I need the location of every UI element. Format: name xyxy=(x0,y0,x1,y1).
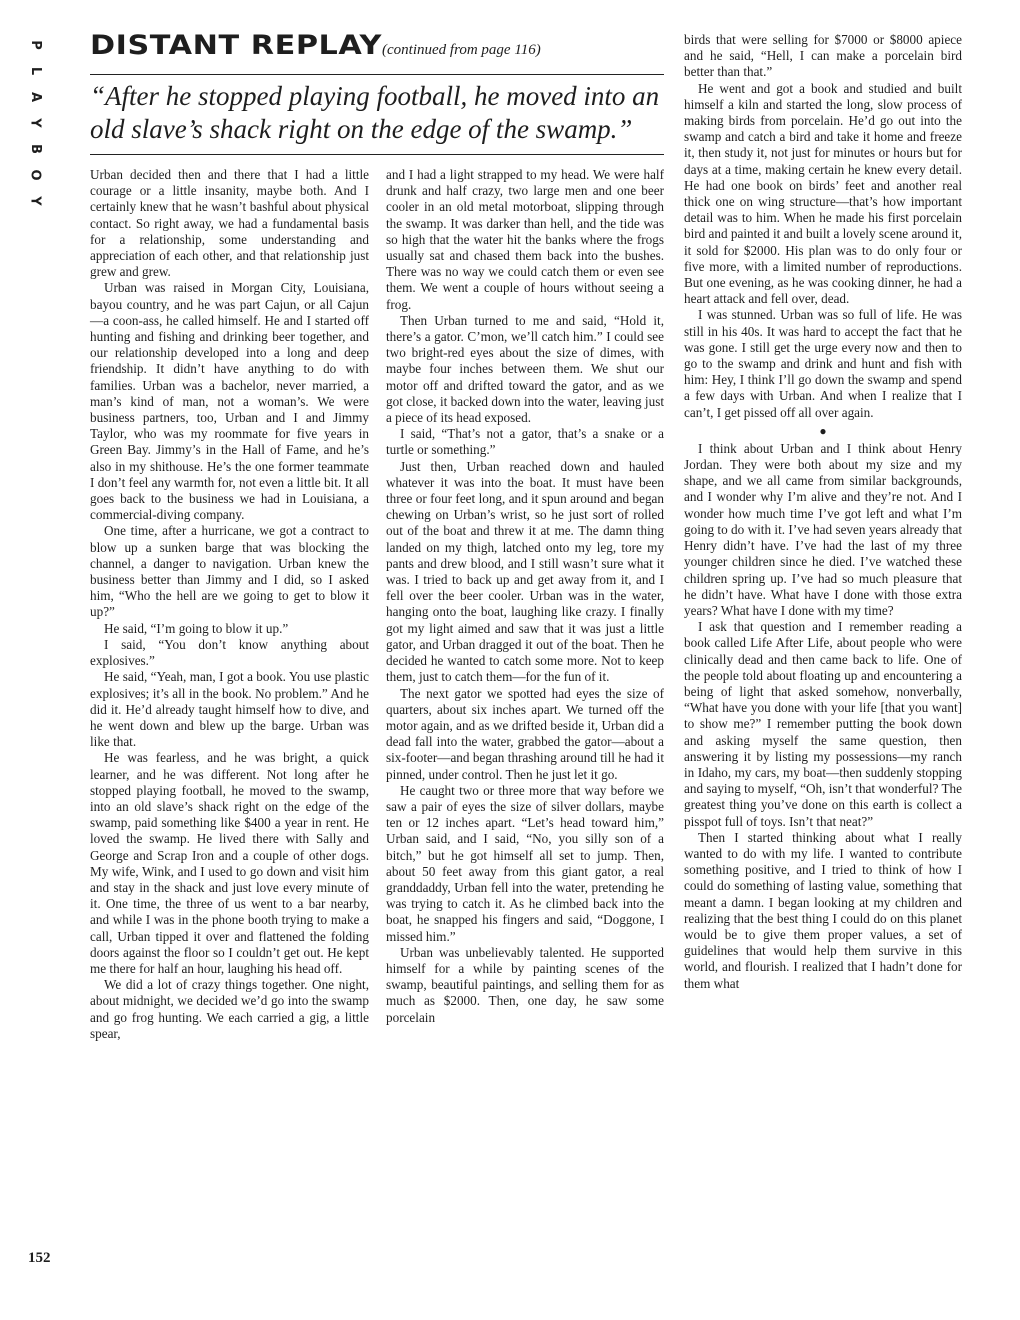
paragraph: Urban was raised in Morgan City, Louisiana, bayou country, and he was part Cajun, or all Cajun—a coon-ass, he called himself. He and I started off hunting and fishing and drinking beer together, and our relationship developed into a long and deep friendship. It didn’t have anything to do with families. Urban was a bachelor, never married, a man’s kind of man, not a woman’s. We were business partners, too, Urban and I and Jimmy Taylor, who was my roommate for five years in Green Bay. Jimmy’s in the Hall of Fame, and he’s also in my shithouse. He’s the one former teammate I don’t feel any warmth for, not even a little bit. It all goes back to the business we had in Louisiana, a commercial-diving company. xyxy=(90,280,370,523)
masthead-letter: P xyxy=(28,40,43,50)
paragraph: Then Urban turned to me and said, “Hold it, there’s a gator. C’mon, we’ll catch him.” I could see two bright-red eyes about the size of dimes, with maybe four inches between them. We shut our motor off and drifted toward the gator, and as we got close, it backed down into the water, leaving just a piece of its head exposed. xyxy=(386,312,664,426)
masthead-letter: B xyxy=(27,144,43,154)
paragraph: He went and got a book and studied and built himself a kiln and started the long, slow process of making birds from porcelain. He’d go out into the swamp and catch a bird and take it home and freeze it, then study it, not just for minutes or hours but for days at a time, making certain he knew every detail. He had one book on birds’ feet and another real thick one on wing structure—that’s how important detail was to him. When he made his first porcelain bird and painted it and built a lovely scene around it, it sold for $2000. His plan was to do only four or five more, with a limited number of reproductions. But one evening, as he was cooking dinner, he had a heart attack and fell over, dead. xyxy=(684,80,962,307)
column-2 xyxy=(386,167,664,1026)
page-number: 152 xyxy=(28,1250,51,1266)
paragraph: and I had a light strapped to my head. We were half drunk and half crazy, two large men and one beer cooler in an old metal motorboat, slipping through the swamp. It was darker than hell, and the tide was so high that the water hit the banks where the frogs usually sat and chased them back into the bushes. There was no way we could catch them or even see them. We went a couple of hours without seeing a frog. xyxy=(386,167,664,312)
masthead-letter: L xyxy=(27,66,43,76)
paragraph: I think about Urban and I think about Henry Jordan. They were both about my size and my shape, and we all came from similar backgrounds, and I wonder why I’m alive and they’re not. And I wonder how much time I’ve got left and what I’m going to do with it. I’ve had seven years already that Henry didn’t have. I’ve had the last of my three younger children since he died. I’ve watched these children spring up. I’ve had so much pleasure that he didn’t have. What have I done with those extra years? What have I done with my time? xyxy=(684,440,962,618)
paragraph: He caught two or three more that way before we saw a pair of eyes the size of silver dollars, maybe ten or 12 inches apart. “Let’s head toward him,” Urban said, and I said, “No, you silly son of a bitch,” but he got himself all set to jump. Then, about 50 feet away from this giant gator, a real granddaddy, Urban fell into the water, pretending he was trying to catch it. As he climbed back into the boat, he snapped his fingers and said, “Doggone, I missed him.” xyxy=(386,782,664,944)
paragraph: He said, “Yeah, man, I got a book. You use plastic explosives; it’s all in the book. No problem.” And he did it. He’d already taught himself how to dive, and he went down and blew up the barge. Urban was like that. xyxy=(90,669,369,750)
paragraph: I was stunned. Urban was so full of life. He was still in his 40s. It was hard to accept the fact that he was gone. I still get the urge every now and then to go to the swamp and drink and hunt and fish with him: Hey, I think I’ll go down the swamp and spend a few days with Urban. And when I realize that I can’t, I get pissed off all over again. xyxy=(684,307,962,420)
paragraph: I said, “You don’t know anything about explosives.” xyxy=(90,636,369,669)
masthead-letter: O xyxy=(28,169,43,181)
masthead-letter: A xyxy=(28,91,43,103)
column-1 xyxy=(90,167,369,1042)
masthead-vertical xyxy=(24,32,46,214)
continued-note: (continued from page 116) xyxy=(382,42,541,58)
article-header xyxy=(90,30,664,75)
paragraph: birds that were selling for $7000 or $8000 apiece and he said, “Hell, I can make a porcelain bird better than that.” xyxy=(684,32,962,80)
paragraph: Urban was unbelievably talented. He supported himself for a while by painting scenes of the swamp, beautiful paintings, and selling them for as much as $2000. Then, one day, he saw some porcelain xyxy=(386,944,664,1025)
masthead-letter: Y xyxy=(27,118,43,128)
masthead-letter: Y xyxy=(27,196,43,206)
paragraph: Then I started thinking about what I really wanted to do with my life. I wanted to contribute something positive, and I tried to think of how I could do something of lasting value, something that meant a damn. I began looking at my children and realizing that the best thing I could do on this planet would be to give them proper values, a set of guidelines that would help them survive in this world, and flourish. I realized that I hadn’t done for them what xyxy=(684,829,962,991)
paragraph: We did a lot of crazy things together. One night, about midnight, we decided we’d go into the swamp and go frog hunting. We each carried a gig, a little spear, xyxy=(90,977,369,1041)
paragraph: I ask that question and I remember reading a book called Life After Life, about people who were clinically dead and then came back to life. One of the people told about floating up and encountering a being of light that asked somehow, nonverbally, “What have you done with your life [that you want] to show me?” I remember putting the book down and asking myself the same question, then answering it by listing my possessions—my ranch in Idaho, my cars, my boat—then suddenly stopping and saying to myself, “Oh, isn’t that wonderful? The greatest thing you’ve done on this earth is collect a pisspot full of toys. Isn’t that neat?” xyxy=(684,619,962,829)
column-3 xyxy=(684,32,962,992)
paragraph: One time, after a hurricane, we got a contract to blow up a sunken barge that was blocking the channel, a danger to navigation. Urban knew the business better than Jimmy and I did, so I asked him, “Who the hell are we going to get to blow it up?” xyxy=(90,523,369,620)
pull-quote: “After he stopped playing football, he moved into an old slave’s shack right on the edge of the swamp.” xyxy=(90,80,664,155)
article-title: DISTANT REPLAY xyxy=(90,30,382,61)
paragraph: Urban decided then and there that I had a little courage or a little insanity, maybe both. And I certainly knew that he wasn’t bashful about physical contact. So right away, we had a fundamental basis for a relationship, some understanding and appreciation of each other, and that relationship just grew and grew. xyxy=(90,167,369,280)
paragraph: The next gator we spotted had eyes the size of quarters, about six inches apart. We turned off the motor again, and as we drifted beside it, Urban did a dead fall into the water, grabbed the gator—about a six-footer—and began thrashing around till he had it pinned, under control. Then he just let it go. xyxy=(386,685,664,782)
paragraph: Just then, Urban reached down and hauled whatever it was into the boat. It must have been three or four feet long, and it spun around and began chewing on Urban’s wrist, so he just sort of rolled out of the boat and threw it at me. The damn thing landed on my thigh, latched onto my leg, tore my pants and drew blood, and I still wasn’t sure what it was. I tried to back up and get away from it, and I fell over the beer cooler. Urban was in the water, hanging onto the boat, laughing like crazy. I finally got my light aimed and saw that it was just a little gator, and Urban dragged it out of the boat. Then he decided he wanted to catch some more. Not to keep them, just to catch them—for the fun of it. xyxy=(386,458,664,685)
paragraph: He said, “I’m going to blow it up.” xyxy=(104,620,289,636)
section-separator: ● xyxy=(819,423,827,438)
paragraph: He was fearless, and he was bright, a quick learner, and he was different. Not long after he stopped playing football, he moved to the swamp, into an old slave’s shack right on the edge of the swamp, paid something like $400 a year in rent. He loved the swamp. He lived there with Sally and George and Scrap Iron and a couple of other dogs. My wife, Wink, and I used to go down and visit him and stay in the shack and just love every minute of it. One time, the three of us went to a bar nearby, and while I was in the phone booth trying to make a call, Urban tipped it over and flattened the folding doors against the floor so I couldn’t get out. He kept me there for half an hour, laughing his head off. xyxy=(90,750,369,976)
paragraph: I said, “That’s not a gator, that’s a snake or a turtle or something.” xyxy=(386,426,664,458)
